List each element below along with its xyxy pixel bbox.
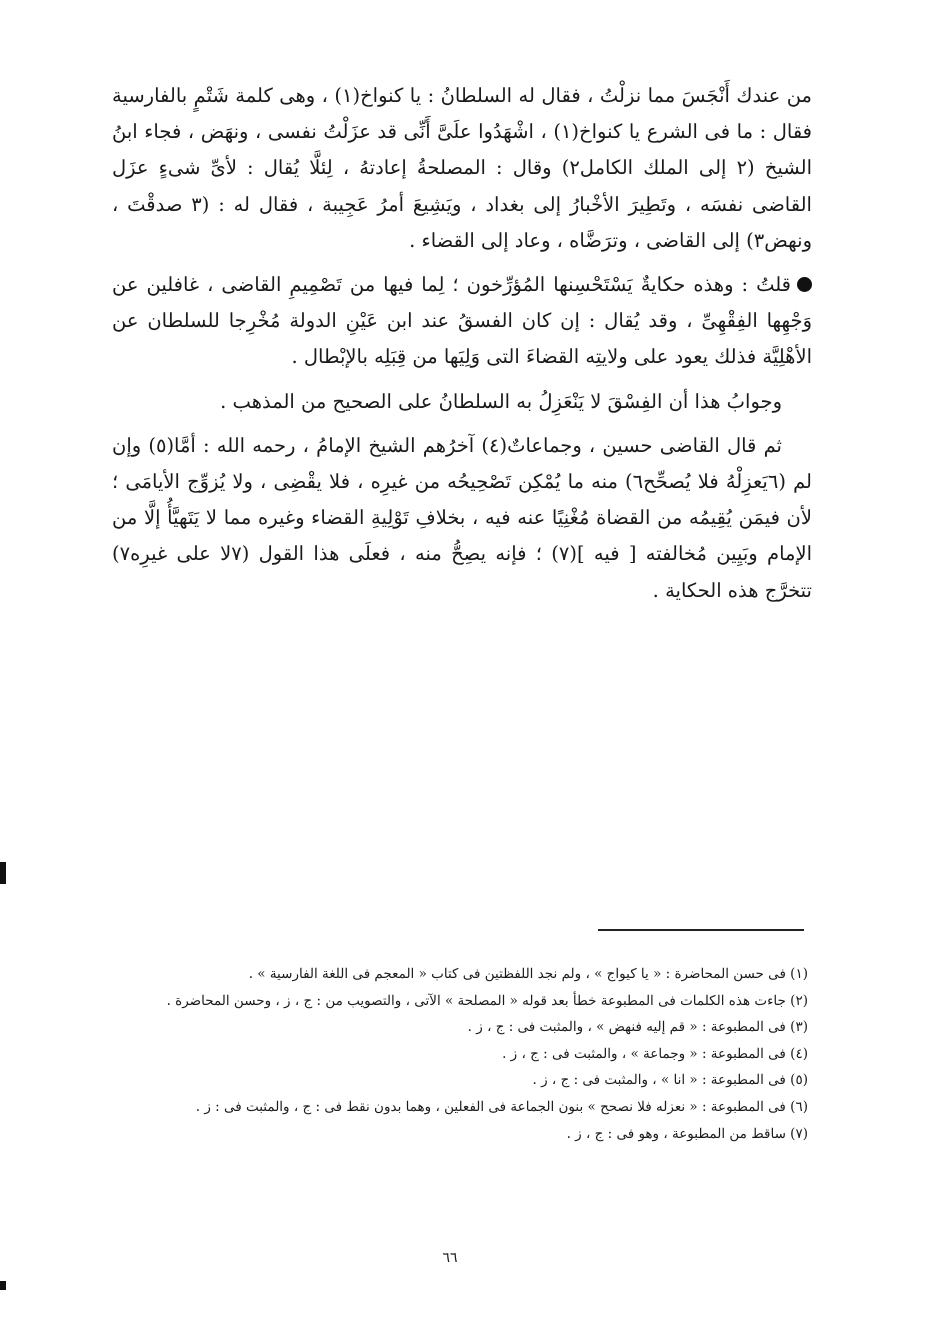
paragraph-2-line (112, 267, 812, 376)
paragraph-4-text: ثم قال القاضى حسين ، وجماعاتٌ(٤) آخرُهم الشيخ الإمامُ ، رحمه الله : أمَّا(٥) وإن لم (٦يَعزِلْهُ فلا يُصحِّح٦) منه ما يُمْكِن تَصْحِيحُه من غيرِه ، فلا يقْضِى ، ولا يُزوِّج الأيامَى ؛ لأن فيمَن يُقِيمُه من القضاة مُغْنِيًا عنه فيه ، بخلافِ تَوْلِيةِ القضاء وغيره مما لا يَتَهيَّأُ إلَّا من الإمام وبَيِين مُخالفته [ فيه ](٧) ؛ فإنه يصِحُّ منه ، فعلَى هذا القول (٧لا على غيرِه٧) تتخرَّج هذه الحكاية . (112, 433, 812, 602)
footnotes (80, 961, 808, 1147)
paragraph-2-text: قلتُ : وهذه حكايةٌ يَسْتَحْسِنها المُؤرِّخون ؛ لِما فيها من تَصْمِيمِ القاضى ، غافلين عن وَجْهِها الفِقْهِىِّ ، وقد يُقال : إن كان الفسقُ عند ابن عَيْنِ الدولة مُخْرِجا للسلطان عن الأهْلِيَّة فذلك يعود على ولايتِه القضاءَ التى وَلِيَها من قِبَلِه بالإبْطال . (112, 273, 812, 369)
paragraph-4 (112, 428, 812, 609)
scan-edge-mark (0, 1281, 6, 1290)
bullet-icon (797, 277, 812, 292)
paragraph-3 (112, 384, 812, 420)
paragraph-3-text: وجوابُ هذا أن الفِسْقَ لا يَنْعَزِلُ به السلطانُ على الصحيح من المذهب . (220, 389, 782, 413)
footnote-5: (٥) فى المطبوعة : « انا » ، والمثبت فى : ج ، ز . (532, 1072, 808, 1089)
paragraph-2 (112, 267, 812, 376)
main-text (112, 78, 812, 617)
footnote-2: (٢) جاءت هذه الكلمات فى المطبوعة خطأ بعد قوله « المصلحة » الآتى ، والتصويب من : ج ، ز ، وحسن المحاضرة . (166, 992, 808, 1009)
footnote-separator (598, 929, 804, 931)
paragraph-1 (112, 78, 812, 259)
paragraph-1-text: من عندك أَنْجَسَ مما نزلْتُ ، فقال له السلطانُ : يا كنواخ(١) ، وهى كلمة شَتْمٍ بالفارسية فقال : ما فى الشرع يا كنواخ(١) ، اشْهَدُوا علَىَّ أَنِّى قد عزَلْتُ نفسى ، ونهَض ، فجاء ابنُ الشيخ (٢ إلى الملك الكامل٢) وقال : المصلحةُ إعادتهُ ، لِئلَّا يُقال : لأىِّ شىءٍ عزَل القاضى نفسَه ، وتَطِيرَ الأخْبارُ إلى بغداد ، ويَشِيعَ أمرُ عَجِيبة ، فقال له : (٣ صدقْتَ ، ونهض٣) إلى القاضى ، وترَضَّاه ، وعاد إلى القضاء . (112, 84, 813, 252)
footnote-1: (١) فى حسن المحاضرة : « يا كيواج » ، ولم نجد اللفظتين فى كتاب « المعجم فى اللغة الفارسية » . (248, 966, 808, 982)
footnote-3: (٣) فى المطبوعة : « قم إليه فنهض » ، والمثبت فى : ج ، ز . (467, 1019, 808, 1036)
scan-edge-mark (0, 862, 6, 884)
page-number: ٦٦ (442, 1250, 458, 1266)
footnote-4: (٤) فى المطبوعة : « وجماعة » ، والمثبت فى : ج ، ز . (502, 1045, 808, 1062)
footnote-6: (٦) فى المطبوعة : « نعزله فلا نصحح » بنون الجماعة فى الفعلين ، وهما بدون نقط فى : ج ، والمثبت فى : ز . (195, 1098, 808, 1115)
footnote-7: (٧) ساقط من المطبوعة ، وهو فى : ج ، ز . (566, 1125, 808, 1142)
